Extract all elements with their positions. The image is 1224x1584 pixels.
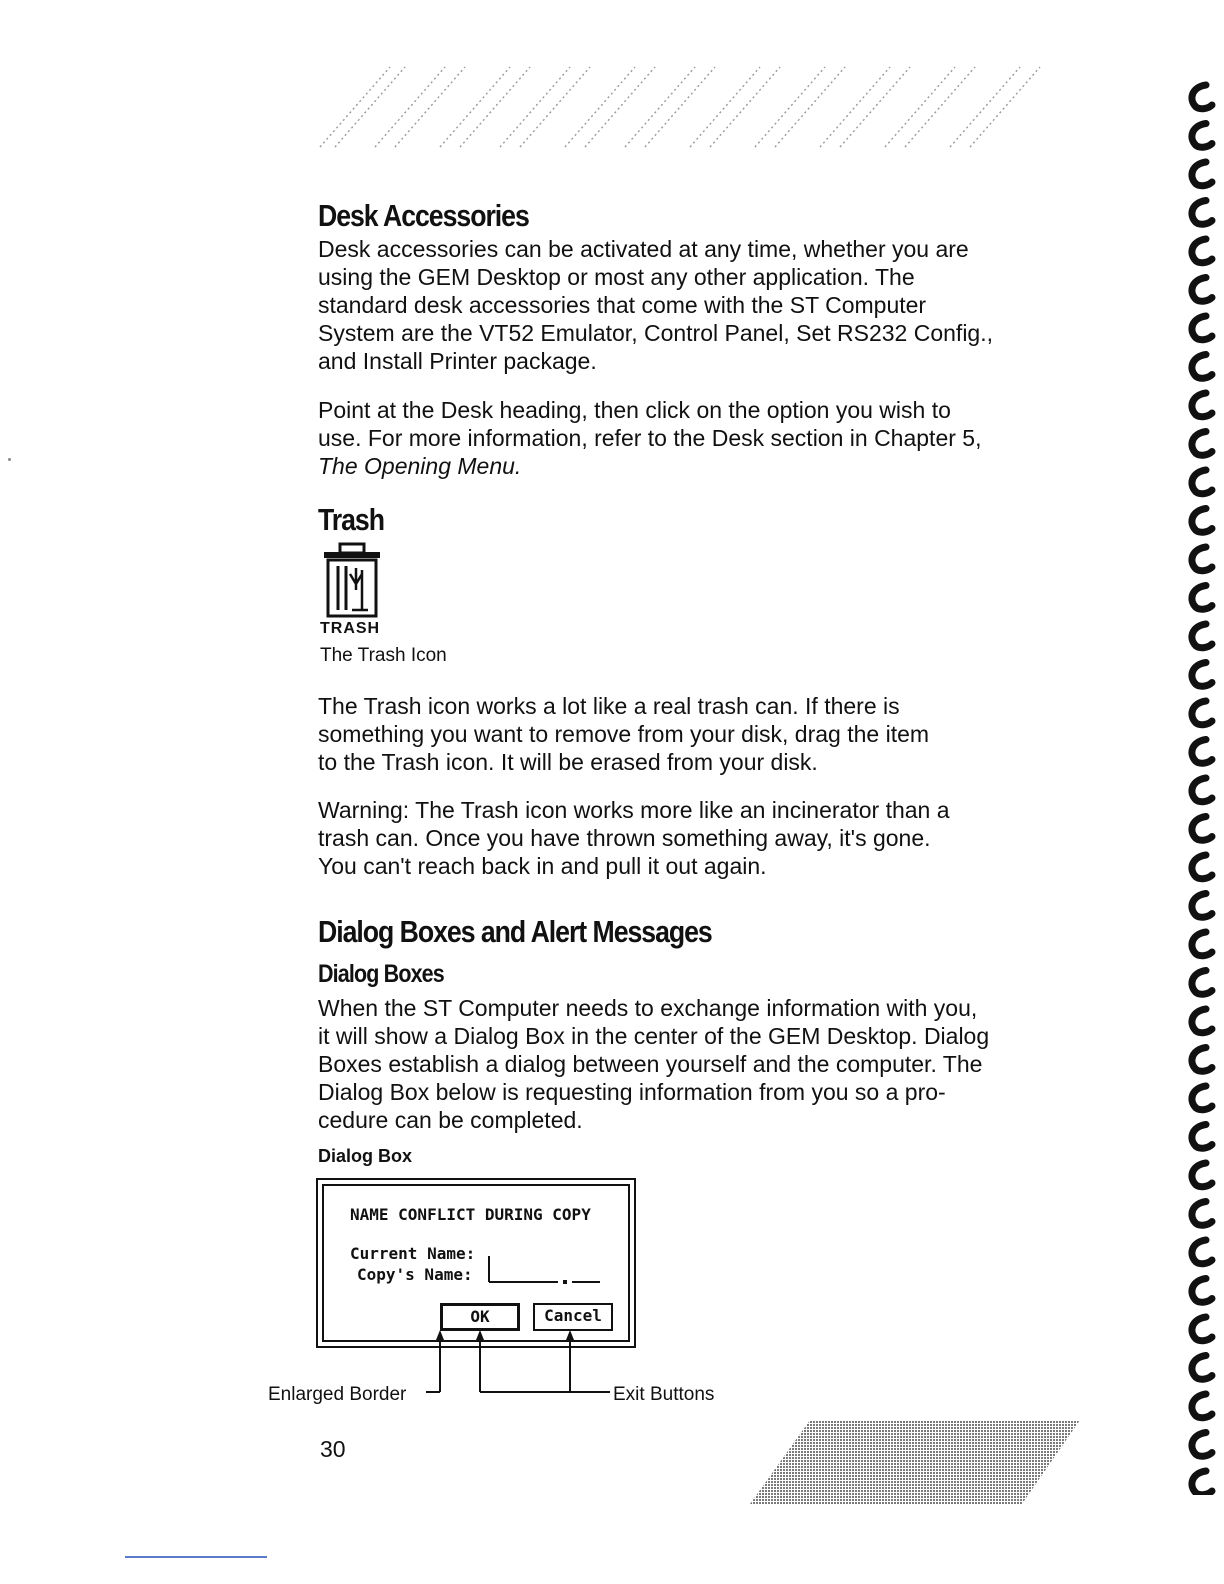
- dialogs-paragraph-1: [318, 994, 1088, 1134]
- spiral-coil: [1192, 740, 1212, 764]
- current-name-label: Current Name:: [350, 1244, 476, 1263]
- chapter-reference: The Opening Menu.: [318, 453, 522, 479]
- warning-label: Warning:: [318, 797, 410, 823]
- spiral-binding: [1182, 75, 1222, 1495]
- spiral-coil: [1192, 239, 1212, 263]
- spiral-coil: [1192, 1163, 1212, 1187]
- spiral-coil: [1192, 124, 1212, 148]
- text-line: cedure can be completed.: [318, 1107, 583, 1133]
- text-line: Dialog Box below is requesting information from you so a pro-: [318, 1079, 946, 1105]
- spiral-coil: [1192, 586, 1212, 610]
- desk-paragraph-2: [318, 396, 1088, 480]
- spiral-coil: [1192, 855, 1212, 879]
- callout-enlarged-border: Enlarged Border: [268, 1384, 407, 1405]
- text-line: When the ST Computer needs to exchange information with you,: [318, 995, 978, 1021]
- dialog-title: NAME CONFLICT DURING COPY: [350, 1205, 591, 1224]
- spiral-coil: [1192, 547, 1212, 571]
- spiral-coil: [1192, 1240, 1212, 1264]
- spiral-coil: [1192, 701, 1212, 725]
- copy-name-label: Copy's Name:: [357, 1265, 473, 1284]
- spiral-coil: [1192, 1471, 1212, 1495]
- spiral-coil: [1192, 778, 1212, 802]
- spiral-coil: [1192, 817, 1212, 841]
- spiral-coil: [1192, 1048, 1212, 1072]
- text-line: standard desk accessories that come with the ST Computer: [318, 292, 927, 318]
- heading-desk-accessories: Desk Accessories: [318, 198, 529, 233]
- spiral-coil: [1192, 201, 1212, 225]
- text-line: using the GEM Desktop or most any other application. The: [318, 264, 915, 290]
- spiral-coil: [1192, 894, 1212, 918]
- figure-label: Dialog Box: [318, 1146, 413, 1166]
- ok-button[interactable]: OK: [440, 1303, 520, 1331]
- subheading-dialog-boxes: Dialog Boxes: [318, 960, 444, 988]
- spiral-coil: [1192, 278, 1212, 302]
- text-line: trash can. Once you have thrown something away, it's gone.: [318, 825, 931, 851]
- spiral-coil: [1192, 509, 1212, 533]
- spiral-coil: [1192, 932, 1212, 956]
- text-line: [318, 796, 1088, 824]
- footer-rule: [125, 1556, 267, 1558]
- text-line: System are the VT52 Emulator, Control Panel, Set RS232 Config.,: [318, 320, 994, 346]
- warning-text: The Trash icon works more like an incinerator than a: [409, 797, 950, 823]
- trash-icon-label: TRASH: [320, 620, 381, 637]
- text-line: You can't reach back in and pull it out again.: [318, 853, 767, 879]
- spiral-coil: [1192, 663, 1212, 687]
- spiral-coil: [1192, 1394, 1212, 1418]
- decorative-header-stripes: [300, 62, 1060, 152]
- trash-warning-paragraph: [318, 796, 1088, 880]
- spiral-coil: [1192, 1125, 1212, 1149]
- spiral-coil: [1192, 1356, 1212, 1380]
- spiral-coil: [1192, 1317, 1212, 1341]
- text-line: something you want to remove from your disk, drag the item: [318, 721, 930, 747]
- text-line: Desk accessories can be activated at any time, whether you are: [318, 236, 969, 262]
- spiral-coil: [1192, 1202, 1212, 1226]
- heading-dialog-boxes-alerts: Dialog Boxes and Alert Messages: [318, 914, 712, 949]
- spiral-coil: [1192, 1279, 1212, 1303]
- cancel-button[interactable]: Cancel: [533, 1303, 613, 1331]
- text-line: The Trash icon works a lot like a real trash can. If there is: [318, 693, 900, 719]
- spiral-coil: [1192, 162, 1212, 186]
- trash-paragraph-1: [318, 692, 1088, 776]
- spiral-coil: [1192, 316, 1212, 340]
- spiral-coil: [1192, 470, 1212, 494]
- text-line: Boxes establish a dialog between yourself and the computer. The: [318, 1051, 983, 1077]
- text-line: Point at the Desk heading, then click on the option you wish to: [318, 397, 951, 423]
- text-line: use. For more information, refer to the Desk section in Chapter 5,: [318, 425, 982, 451]
- spiral-coil: [1192, 624, 1212, 648]
- copy-name-input[interactable]: [486, 1252, 606, 1286]
- spiral-coil: [1192, 432, 1212, 456]
- spiral-coil: [1192, 971, 1212, 995]
- spiral-coil: [1192, 1086, 1212, 1110]
- spiral-coil: [1192, 393, 1212, 417]
- desk-paragraph-1: [318, 235, 1088, 375]
- text-line: it will show a Dialog Box in the center of the GEM Desktop. Dialog: [318, 1023, 990, 1049]
- heading-trash: Trash: [318, 502, 384, 537]
- decorative-footer-stripes: [750, 1418, 1080, 1506]
- text-line: and Install Printer package.: [318, 348, 597, 374]
- spiral-coil: [1192, 355, 1212, 379]
- text-line: to the Trash icon. It will be erased from your disk.: [318, 749, 818, 775]
- trash-icon-caption: The Trash Icon: [320, 645, 447, 666]
- spiral-coil: [1192, 1433, 1212, 1457]
- trash-icon: [322, 540, 382, 620]
- spiral-coil: [1192, 85, 1212, 109]
- page-number: 30: [320, 1436, 346, 1462]
- callout-exit-buttons: Exit Buttons: [613, 1384, 715, 1405]
- spiral-coil: [1192, 1009, 1212, 1033]
- stray-mark: [8, 458, 11, 461]
